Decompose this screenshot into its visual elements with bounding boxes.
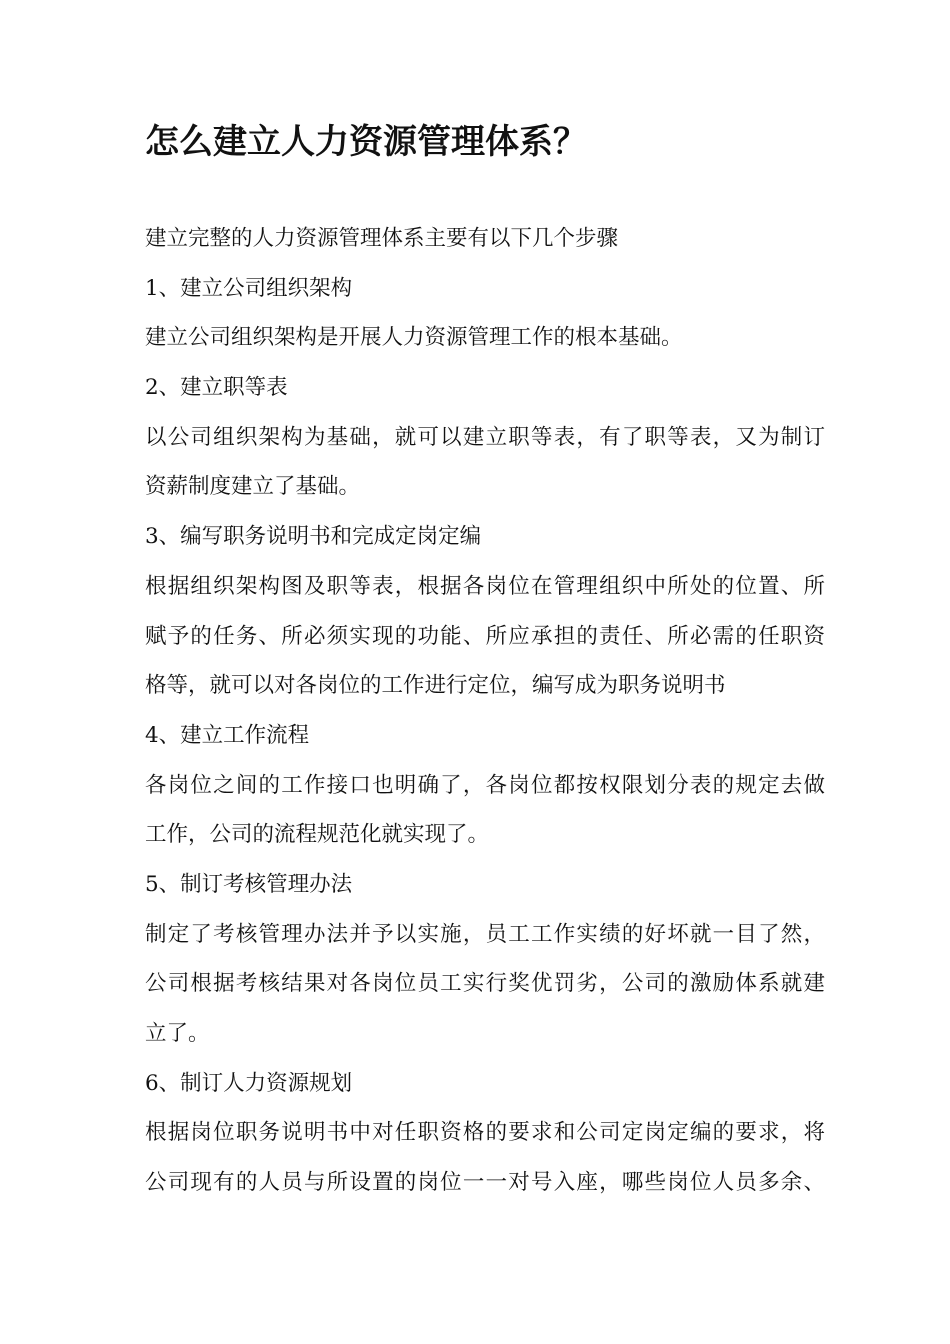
document-body (145, 214, 825, 1208)
paragraph-line: 建立公司组织架构是开展人力资源管理工作的根本基础。 (145, 325, 683, 351)
paragraph-line: 制定了考核管理办法并予以实施，员工工作实绩的好坏就一目了然， (145, 921, 825, 947)
paragraph-line: 工作，公司的流程规范化就实现了。 (145, 822, 490, 848)
intro-line: 建立完整的人力资源管理体系主要有以下几个步骤 (145, 226, 619, 251)
paragraph-line: 立了。 (145, 1021, 210, 1046)
paragraph-line: 格等，就可以对各岗位的工作进行定位，编写成为职务说明书 (145, 673, 726, 699)
paragraph-line: 资薪制度建立了基础。 (145, 474, 361, 500)
step-heading-3: 3、编写职务说明书和完成定岗定编 (145, 524, 482, 550)
step-heading-6: 6、制订人力资源规划 (145, 1070, 353, 1096)
paragraph-line: 公司根据考核结果对各岗位员工实行奖优罚劣，公司的激励体系就建 (145, 971, 825, 997)
paragraph-line: 根据组织架构图及职等表，根据各岗位在管理组织中所处的位置、所 (145, 573, 825, 599)
paragraph-line: 根据岗位职务说明书中对任职资格的要求和公司定岗定编的要求，将 (145, 1120, 825, 1146)
step-heading-1: 1、建立公司组织架构 (145, 275, 353, 301)
step-heading-4: 4、建立工作流程 (145, 722, 310, 748)
document-title: 怎么建立人力资源管理体系？ (145, 122, 587, 162)
paragraph-line: 公司现有的人员与所设置的岗位一一对号入座，哪些岗位人员多余、 (145, 1170, 825, 1196)
step-heading-2: 2、建立职等表 (145, 375, 288, 401)
step-heading-5: 5、制订考核管理办法 (145, 871, 353, 897)
paragraph-line: 赋予的任务、所必须实现的功能、所应承担的责任、所必需的任职资 (145, 623, 825, 649)
paragraph-line: 各岗位之间的工作接口也明确了，各岗位都按权限划分表的规定去做 (145, 772, 825, 798)
paragraph-line: 以公司组织架构为基础，就可以建立职等表，有了职等表，又为制订 (145, 424, 825, 450)
